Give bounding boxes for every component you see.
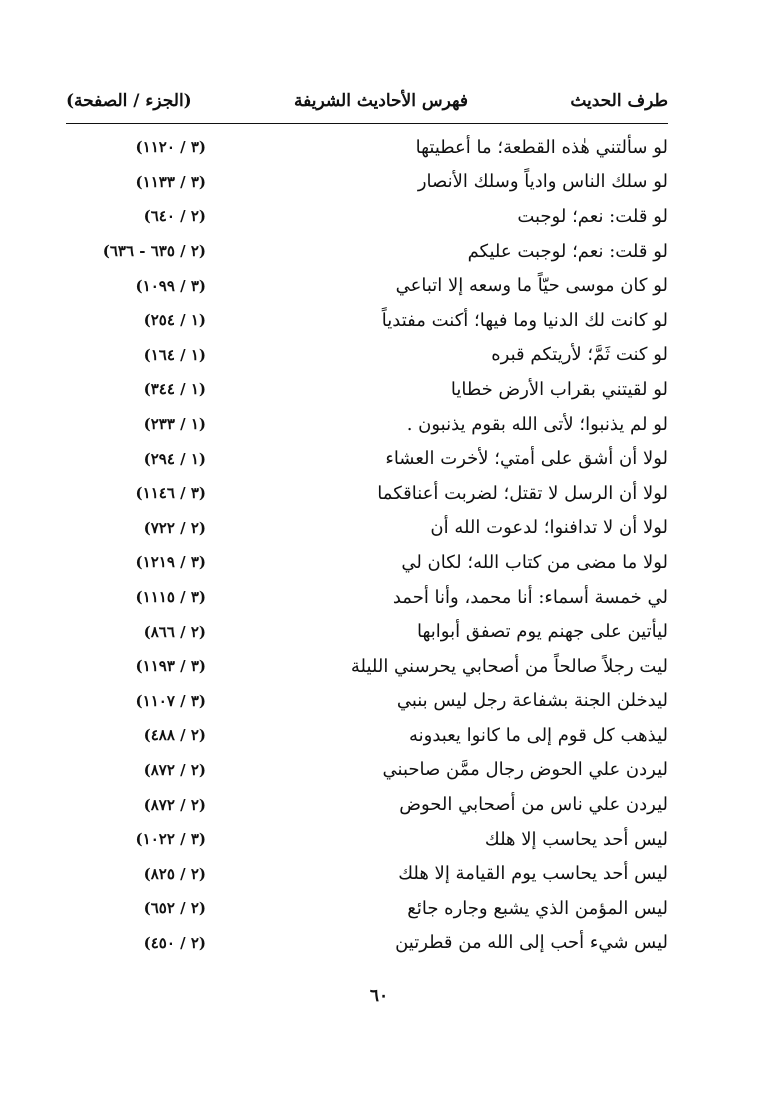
index-row [66, 372, 668, 407]
index-row [66, 407, 668, 442]
index-row [66, 511, 668, 546]
volume-page-reference: (١ / ٣٤٤) [143, 380, 206, 399]
hadith-text: لو كنت ثَمَّ؛ لأريتكم قبره [491, 344, 668, 366]
volume-page-reference: (١ / ٢٣٣) [143, 415, 206, 434]
index-row [66, 268, 668, 303]
volume-page-reference: (٢ / ٦٥٢) [143, 899, 206, 918]
volume-page-reference: (٣ / ١١١٥) [135, 588, 206, 607]
index-row [66, 856, 668, 891]
hadith-text: ليأتين على جهنم يوم تصفق أبوابها [417, 621, 668, 643]
volume-page-reference: (٢ / ٨٧٢) [143, 760, 206, 779]
hadith-text: لو لم يذنبوا؛ لأتى الله بقوم يذنبون . [406, 413, 668, 435]
index-row [66, 338, 668, 373]
volume-page-reference: (٢ / ٦٣٥ - ٦٣٦) [102, 242, 206, 261]
volume-page-reference: (٢ / ٤٥٠) [143, 933, 206, 952]
header-hadith-column-title: طرف الحديث [570, 91, 668, 111]
header-divider [66, 123, 668, 124]
page-number: ٦٠ [369, 986, 389, 1006]
hadith-text: ليس المؤمن الذي يشبع وجاره جائع [407, 897, 668, 919]
index-row [66, 165, 668, 200]
index-row [66, 649, 668, 684]
hadith-text: ليردن علي الحوض رجال ممَّن صاحبني [382, 759, 668, 781]
hadith-text: ليذهب كل قوم إلى ما كانوا يعبدونه [408, 724, 668, 746]
index-row [66, 580, 668, 615]
volume-page-reference: (٢ / ٨٦٦) [143, 622, 206, 641]
index-row [66, 476, 668, 511]
hadith-text: لو سألتني هٰذه القطعة؛ ما أعطيتها [415, 136, 668, 158]
index-row [66, 130, 668, 165]
volume-page-reference: (١ / ٢٩٤) [143, 449, 206, 468]
hadith-index-list [66, 130, 668, 960]
hadith-text: لو قلت: نعم؛ لوجبت [517, 205, 668, 227]
hadith-text: لولا ما مضى من كتاب الله؛ لكان لي [401, 551, 668, 573]
volume-page-reference: (٣ / ١١٣٣) [135, 172, 206, 191]
index-row [66, 234, 668, 269]
hadith-text: لو لقيتني بقراب الأرض خطايا [450, 378, 668, 400]
hadith-text: لولا أن الرسل لا تقتل؛ لضربت أعناقكما [377, 482, 668, 504]
hadith-text: لولا أن لا تدافنوا؛ لدعوت الله أن [430, 517, 668, 539]
page-header [66, 86, 668, 116]
volume-page-reference: (٣ / ١١٤٦) [135, 484, 206, 503]
volume-page-reference: (٣ / ١٢١٩) [135, 553, 206, 572]
index-row [66, 822, 668, 857]
index-row [66, 926, 668, 961]
volume-page-reference: (٢ / ٧٢٢) [143, 518, 206, 537]
hadith-text: لي خمسة أسماء: أنا محمد، وأنا أحمد [392, 586, 668, 608]
hadith-text: ليس أحد يحاسب يوم القيامة إلا هلك [398, 863, 668, 885]
header-reference-column-title: (الجزء / الصفحة) [66, 91, 192, 111]
index-row [66, 787, 668, 822]
hadith-text: ليدخلن الجنة بشفاعة رجل ليس بنبي [396, 690, 668, 712]
hadith-text: لو سلك الناس وادياً وسلك الأنصار [417, 171, 668, 193]
volume-page-reference: (٢ / ٨٢٥) [143, 864, 206, 883]
index-row [66, 614, 668, 649]
hadith-text: لولا أن أشق على أمتي؛ لأخرت العشاء [385, 448, 668, 470]
volume-page-reference: (٣ / ١٠٢٢) [135, 830, 206, 849]
index-row [66, 753, 668, 788]
hadith-text: ليردن علي ناس من أصحابي الحوض [399, 794, 668, 816]
volume-page-reference: (١ / ٢٥٤) [143, 311, 206, 330]
hadith-text: لو كانت لك الدنيا وما فيها؛ أكنت مفتدياً [381, 309, 668, 331]
index-row [66, 441, 668, 476]
hadith-text: ليت رجلاً صالحاً من أصحابي يحرسني الليلة [350, 655, 668, 677]
volume-page-reference: (٣ / ١١٢٠) [135, 138, 206, 157]
index-row [66, 545, 668, 580]
volume-page-reference: (٢ / ٨٧٢) [143, 795, 206, 814]
volume-page-reference: (٢ / ٤٨٨) [143, 726, 206, 745]
index-row [66, 684, 668, 719]
index-row [66, 303, 668, 338]
index-row [66, 718, 668, 753]
hadith-text: ليس شيء أحب إلى الله من قطرتين [395, 932, 668, 954]
hadith-text: ليس أحد يحاسب إلا هلك [484, 828, 668, 850]
volume-page-reference: (٣ / ١١٩٣) [135, 657, 206, 676]
index-row [66, 891, 668, 926]
volume-page-reference: (٢ / ٦٤٠) [143, 207, 206, 226]
header-index-title: فهرس الأحاديث الشريفة [294, 91, 468, 111]
index-row [66, 199, 668, 234]
volume-page-reference: (٣ / ١١٠٧) [135, 691, 206, 710]
hadith-text: لو قلت: نعم؛ لوجبت عليكم [467, 240, 668, 262]
volume-page-reference: (١ / ١٦٤) [143, 345, 206, 364]
volume-page-reference: (٣ / ١٠٩٩) [135, 276, 206, 295]
hadith-text: لو كان موسى حيّاً ما وسعه إلا اتباعي [395, 275, 668, 297]
